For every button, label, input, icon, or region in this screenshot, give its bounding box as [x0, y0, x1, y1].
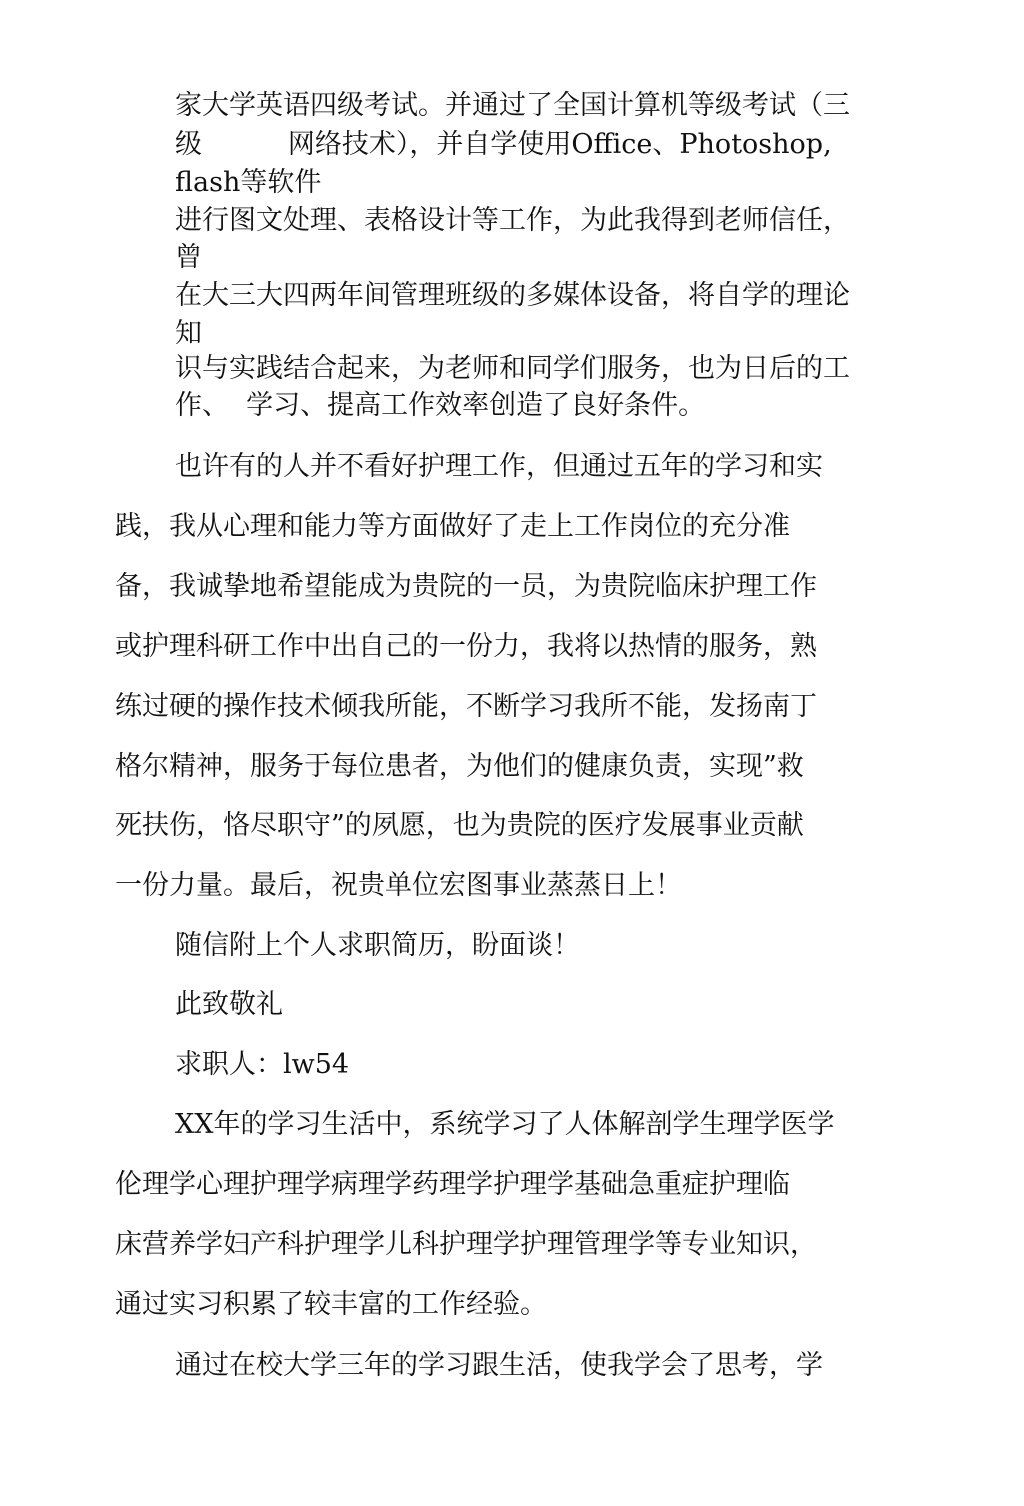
paragraph-line: 也许有的人并不看好护理工作，但通过五年的学习和实 [175, 451, 823, 482]
text-line: 级 网络技术），并自学使用Office、Photoshop, [175, 129, 832, 160]
text-line: 识与实践结合起来，为老师和同学们服务，也为日后的工 [175, 353, 850, 384]
paragraph-line: 通过实习积累了较丰富的工作经验。 [115, 1289, 547, 1320]
text-line: 知 [175, 318, 202, 349]
paragraph-line: 床营养学妇产科护理学儿科护理学护理管理学等专业知识， [115, 1229, 817, 1260]
text-line: 在大三大四两年间管理班级的多媒体设备，将自学的理论 [175, 280, 850, 311]
paragraph-line: 践，我从心理和能力等方面做好了走上工作岗位的充分准 [115, 511, 790, 542]
salutation: 此致敬礼 [175, 989, 283, 1020]
paragraph-line: 死扶伤，恪尽职守”的夙愿，也为贵院的医疗发展事业贡献 [115, 810, 804, 841]
paragraph-line: XX年的学习生活中，系统学习了人体解剖学生理学医学 [175, 1109, 835, 1140]
attachment-note: 随信附上个人求职简历，盼面谈！ [175, 930, 580, 961]
text-line: 作、 学习、提高工作效率创造了良好条件。 [175, 390, 706, 421]
signature: 求职人：lw54 [175, 1049, 350, 1080]
text-line: 曾 [175, 242, 202, 273]
paragraph-line: 练过硬的操作技术倾我所能，不断学习我所不能，发扬南丁 [115, 691, 817, 722]
paragraph-line: 一份力量。最后，祝贵单位宏图事业蒸蒸日上！ [115, 870, 682, 901]
paragraph-line: 或护理科研工作中出自己的一份力，我将以热情的服务，熟 [115, 631, 817, 662]
paragraph-line: 通过在校大学三年的学习跟生活，使我学会了思考，学 [175, 1350, 823, 1381]
paragraph-line: 格尔精神，服务于每位患者，为他们的健康负责，实现”救 [115, 751, 804, 782]
paragraph-line: 伦理学心理护理学病理学药理学护理学基础急重症护理临 [115, 1169, 790, 1200]
paragraph-line: 备，我诚挚地希望能成为贵院的一员，为贵院临床护理工作 [115, 571, 817, 602]
text-line: flash等软件 [175, 167, 322, 198]
text-line: 进行图文处理、表格设计等工作，为此我得到老师信任， [175, 205, 850, 236]
text-line: 家大学英语四级考试。并通过了全国计算机等级考试（三 [175, 90, 850, 121]
